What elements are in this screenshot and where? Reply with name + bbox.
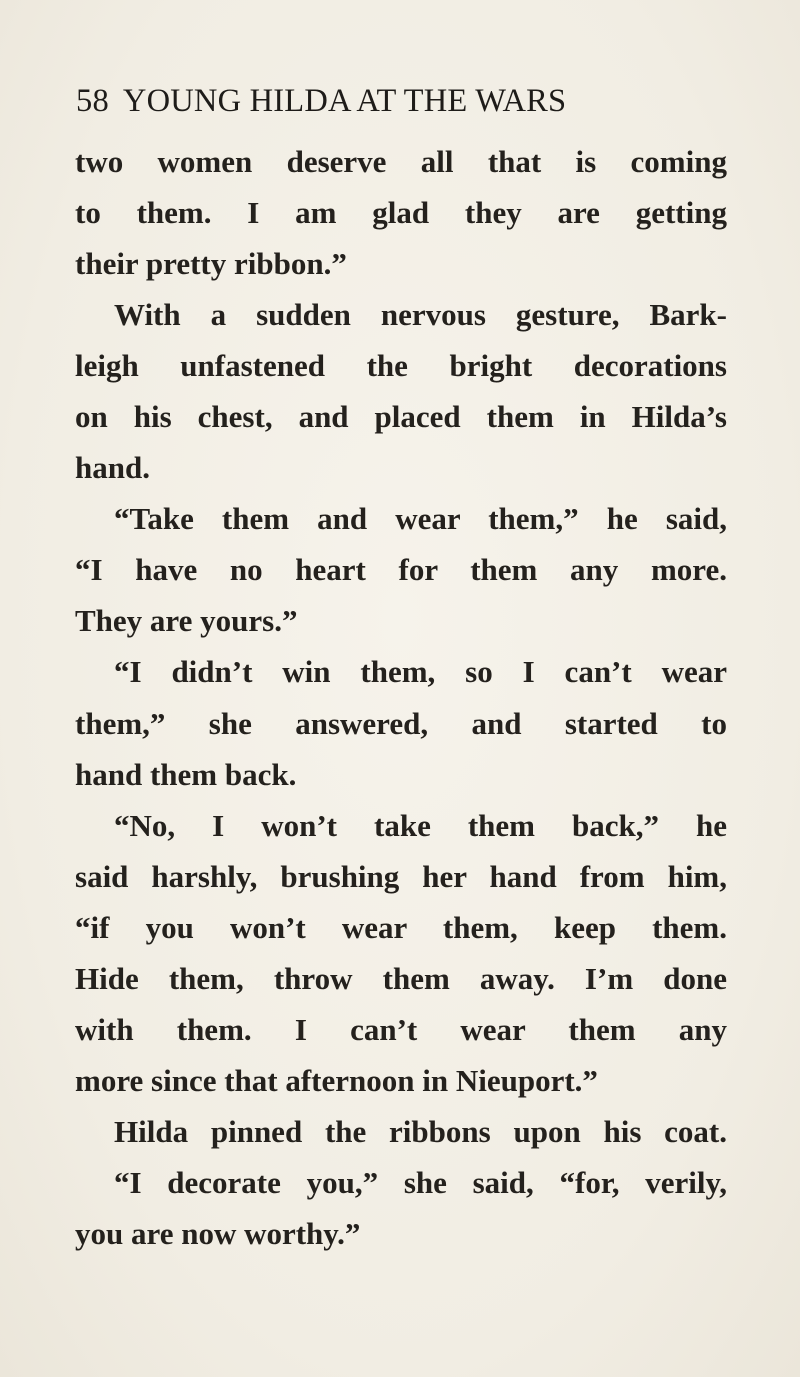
text-line: leigh unfastened the bright decorations bbox=[75, 348, 727, 384]
page-number: 58 bbox=[76, 83, 109, 119]
text-line: to them. I am glad they are getting bbox=[75, 195, 727, 231]
text-line: “Take them and wear them,” he said, bbox=[114, 501, 727, 537]
running-head bbox=[76, 83, 726, 123]
text-line: with them. I can’t wear them any bbox=[75, 1011, 727, 1047]
running-title: YOUNG HILDA AT THE WARS bbox=[122, 83, 567, 119]
text-line: more since that afternoon in Nieuport.” bbox=[75, 1062, 598, 1098]
text-line: Hilda pinned the ribbons upon his coat. bbox=[114, 1113, 727, 1149]
text-line: them,” she answered, and started to bbox=[75, 705, 727, 741]
text-line: “I didn’t win them, so I can’t wear bbox=[114, 654, 727, 690]
text-line: Hide them, throw them away. I’m done bbox=[75, 960, 727, 996]
text-line: “if you won’t wear them, keep them. bbox=[75, 909, 727, 945]
text-line: “I decorate you,” she said, “for, verily, bbox=[114, 1164, 727, 1200]
text-line: said harshly, brushing her hand from him, bbox=[75, 858, 727, 894]
text-line: hand them back. bbox=[75, 756, 297, 792]
text-line: you are now worthy.” bbox=[75, 1215, 361, 1251]
text-line: their pretty ribbon.” bbox=[75, 246, 347, 282]
body-text bbox=[75, 136, 727, 1259]
text-line: on his chest, and placed them in Hilda’s bbox=[75, 399, 727, 435]
text-line: “I have no heart for them any more. bbox=[75, 552, 727, 588]
text-line: With a sudden nervous gesture, Bark- bbox=[114, 297, 727, 333]
text-line: “No, I won’t take them back,” he bbox=[114, 807, 727, 843]
text-line: hand. bbox=[75, 450, 150, 486]
text-line: They are yours.” bbox=[75, 603, 298, 639]
text-line: two women deserve all that is coming bbox=[75, 144, 727, 179]
